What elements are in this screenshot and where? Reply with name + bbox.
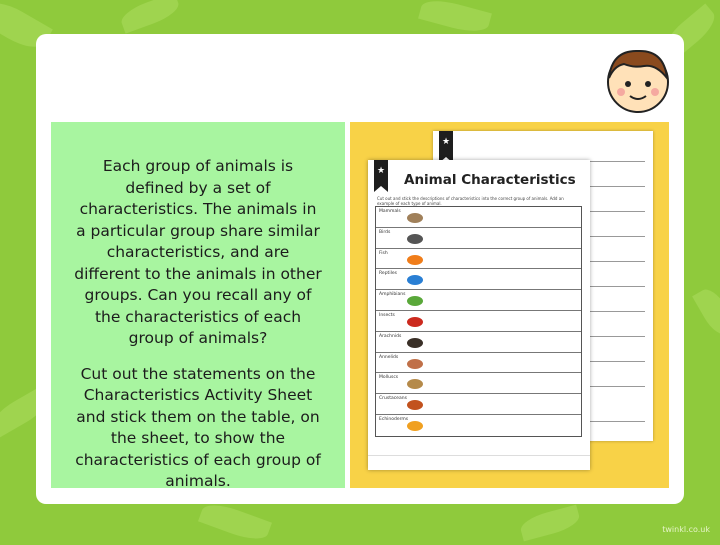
bird-icon: [404, 231, 426, 246]
worksheet-footer: [368, 455, 590, 470]
row-label: Birds: [379, 229, 391, 235]
worm-icon: [404, 356, 426, 371]
fish-icon: [404, 252, 426, 267]
row-label: Reptiles: [379, 271, 397, 277]
row-label: Crustaceans: [379, 396, 407, 402]
bookmark-tab-icon: ★: [374, 160, 388, 186]
table-row: [376, 415, 581, 436]
instruction-paragraph-1: Each group of animals is defined by a set of characteristics. The animals in a particular group share similar characteristics, and are different to the animals in other groups. Can you recall any of the characteristics of each group of animals?: [74, 157, 322, 347]
instructions-panel: [51, 122, 345, 488]
watermark: twinkl.co.uk: [662, 525, 710, 534]
frog-icon: [404, 293, 426, 308]
row-label: Fish: [379, 250, 388, 256]
row-label: Echinoderms: [379, 416, 409, 422]
characteristics-table: [375, 206, 582, 437]
worksheet-title: Animal Characteristics: [404, 172, 576, 188]
table-row: [376, 290, 581, 311]
table-row: [376, 249, 581, 270]
table-row: [376, 228, 581, 249]
bookmark-tab-icon: ★: [439, 131, 453, 157]
activity-sheet-front: [368, 160, 590, 470]
table-row: [376, 373, 581, 394]
rabbit-icon: [404, 210, 426, 225]
worksheet-intro: Cut out and stick the descriptions of characteristics into the correct group of animals. Add an example of each type of animal.: [377, 196, 564, 206]
table-row: [376, 269, 581, 290]
ladybird-icon: [404, 314, 426, 329]
row-label: Amphibians: [379, 292, 406, 298]
starfish-icon: [404, 418, 426, 433]
leaf-decoration: [692, 284, 720, 339]
child-face-icon: [604, 46, 672, 114]
row-label: Arachnids: [379, 333, 402, 339]
table-row: [376, 353, 581, 374]
leaf-decoration: [518, 505, 582, 542]
spider-icon: [404, 335, 426, 350]
lizard-icon: [404, 272, 426, 287]
snail-icon: [404, 376, 426, 391]
leaf-decoration: [198, 499, 272, 545]
table-row: [376, 207, 581, 228]
table-row: [376, 311, 581, 332]
crab-icon: [404, 397, 426, 412]
leaf-decoration: [118, 0, 182, 34]
row-label: Mammals: [379, 209, 401, 214]
row-label: Insects: [379, 312, 395, 318]
table-row: [376, 332, 581, 353]
row-label: Annelids: [379, 354, 399, 360]
row-label: Molluscs: [379, 375, 399, 381]
table-row: [376, 394, 581, 415]
instruction-paragraph-2: Cut out the statements on the Characteristics Activity Sheet and stick them on the table, on the sheet, to show the characteristics of each group of animals.: [75, 364, 321, 490]
leaf-decoration: [418, 0, 492, 37]
